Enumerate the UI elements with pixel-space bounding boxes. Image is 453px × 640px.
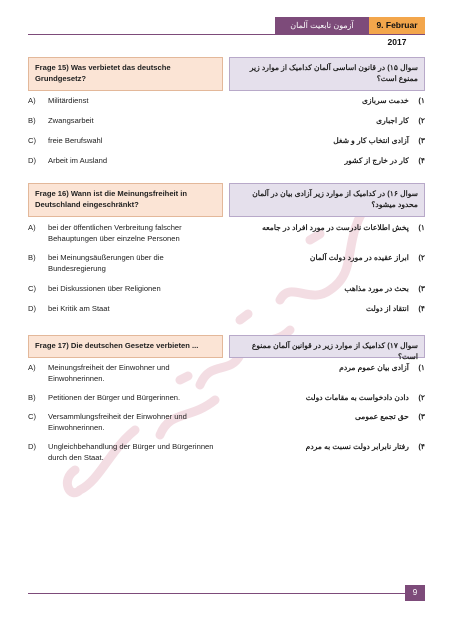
answer-letter: C) bbox=[28, 412, 37, 421]
question-15-de: Frage 15) Was verbietet das deutsche Grundgesetz? bbox=[28, 57, 223, 91]
answer-number: ۲) bbox=[418, 393, 425, 402]
answer-text-fa: پخش اطلاعات نادرست در مورد افراد در جامعه bbox=[262, 223, 409, 232]
answer-number: ۴) bbox=[418, 442, 425, 451]
answer-number: ۱) bbox=[418, 363, 425, 372]
answer-text-fa: ابراز عقیده در مورد دولت آلمان bbox=[309, 253, 409, 262]
answer-letter: B) bbox=[28, 116, 36, 125]
page-number: 9 bbox=[405, 585, 425, 601]
answer-row-fa bbox=[229, 303, 425, 314]
answer-text-de: bei der öffentlichen Verbreitung falscher Behauptungen über einzelne Personen bbox=[48, 223, 182, 243]
answer-number: ۳) bbox=[418, 412, 425, 421]
answer-letter: A) bbox=[28, 223, 36, 232]
answer-number: ۲) bbox=[418, 116, 425, 125]
footer-divider bbox=[28, 593, 425, 594]
question-15-fa: سوال ۱۵) در قانون اساسی آلمان کدامیک از موارد زیر ممنوع است؟ bbox=[229, 57, 425, 91]
answer-number: ۳) bbox=[418, 284, 425, 293]
answer-letter: C) bbox=[28, 284, 37, 293]
answer-row-fa bbox=[229, 411, 425, 422]
answer-text-fa: انتقاد از دولت bbox=[366, 304, 409, 313]
answer-number: ۲) bbox=[418, 253, 425, 262]
answer-row-fa bbox=[229, 95, 425, 106]
question-17-fa: سوال ۱۷) کدامیک از موارد زیر در قوانین آلمان ممنوع است؟ bbox=[229, 335, 425, 358]
answer-text-de: freie Berufswahl bbox=[48, 136, 103, 145]
answer-text-fa: خدمت سربازی bbox=[361, 96, 409, 105]
answer-letter: D) bbox=[28, 442, 37, 451]
answer-row-fa bbox=[229, 362, 425, 373]
answer-row-fa bbox=[229, 115, 425, 126]
answer-letter: B) bbox=[28, 393, 36, 402]
answer-text-fa: آزادی بیان عموم مردم bbox=[339, 363, 409, 372]
question-17-de: Frage 17) Die deutschen Gesetze verbieten ... bbox=[28, 335, 223, 358]
answer-text-de: Arbeit im Ausland bbox=[48, 156, 108, 165]
answer-text-fa: رفتار نابرابر دولت نسبت به مردم bbox=[305, 442, 409, 451]
answer-letter: C) bbox=[28, 136, 37, 145]
answer-letter: D) bbox=[28, 304, 37, 313]
answer-text-fa: حق تجمع عمومی bbox=[354, 412, 409, 421]
answer-letter: A) bbox=[28, 363, 36, 372]
answer-row-fa bbox=[229, 135, 425, 146]
answer-text-de: Zwangsarbeit bbox=[48, 116, 94, 125]
answer-text-fa: بحث در مورد مذاهب bbox=[344, 284, 409, 293]
answer-text-de: Meinungsfreiheit der Einwohner und Einwohnerinnen. bbox=[48, 363, 170, 383]
header-divider bbox=[28, 34, 425, 35]
answer-text-de: bei Meinungsäußerungen über die Bundesregierung bbox=[48, 253, 164, 273]
answer-row-fa bbox=[229, 283, 425, 294]
answer-text-fa: آزادی انتخاب کار و شغل bbox=[333, 136, 409, 145]
answer-number: ۳) bbox=[418, 136, 425, 145]
answer-text-de: Petitionen der Bürger und Bürgerinnen. bbox=[48, 393, 181, 402]
answer-text-de: bei Diskussionen über Religionen bbox=[48, 284, 161, 293]
question-16-fa: سوال ۱۶) در کدامیک از موارد زیر آزادی بیان در آلمان محدود میشود؟ bbox=[229, 183, 425, 217]
answer-text-de: Militärdienst bbox=[48, 96, 89, 105]
answer-letter: A) bbox=[28, 96, 36, 105]
answer-row-fa bbox=[229, 155, 425, 166]
answer-row-fa bbox=[229, 392, 425, 403]
answer-row-fa bbox=[229, 441, 425, 452]
answer-text-de: Versammlungsfreiheit der Einwohner und Einwohnerinnen. bbox=[48, 412, 187, 432]
answer-text-fa: دادن دادخواست به مقامات دولت bbox=[305, 393, 409, 402]
answer-text-fa: کار اجباری bbox=[376, 116, 409, 125]
answer-number: ۴) bbox=[418, 304, 425, 313]
header-date: 9. Februar 2017 bbox=[369, 17, 425, 34]
answer-number: ۴) bbox=[418, 156, 425, 165]
answer-letter: D) bbox=[28, 156, 37, 165]
answer-text-de: Ungleichbehandlung der Bürger und Bürgerinnen durch den Staat. bbox=[48, 442, 214, 462]
answer-row-fa bbox=[229, 222, 425, 233]
answer-text-fa: کار در خارج از کشور bbox=[344, 156, 409, 165]
answer-row-fa bbox=[229, 252, 425, 263]
answer-text-de: bei Kritik am Staat bbox=[48, 304, 110, 313]
answer-number: ۱) bbox=[418, 96, 425, 105]
header-title: آزمون تابعیت آلمان bbox=[275, 17, 369, 34]
answer-number: ۱) bbox=[418, 223, 425, 232]
question-16-de: Frage 16) Wann ist die Meinungsfreiheit in Deutschland eingeschränkt? bbox=[28, 183, 223, 217]
answer-letter: B) bbox=[28, 253, 36, 262]
